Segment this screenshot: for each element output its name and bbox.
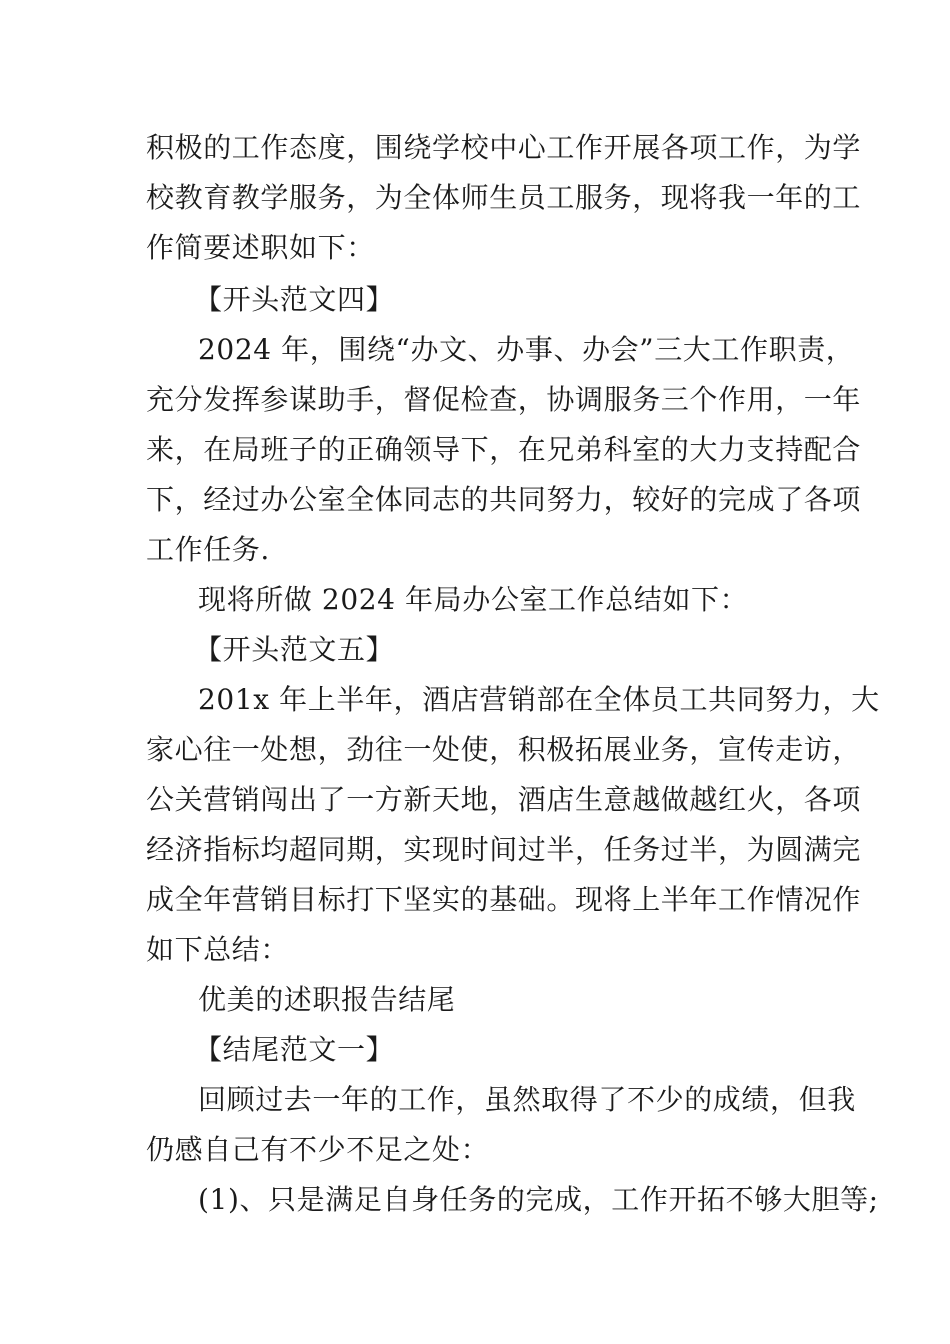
paragraph-line: 公关营销闯出了一方新天地，酒店生意越做越红火，各项 (146, 783, 862, 816)
paragraph-line: 下，经过办公室全体同志的共同努力，较好的完成了各项 (146, 483, 862, 516)
paragraph-line: 现将所做 2024 年局办公室工作总结如下： (198, 583, 749, 616)
section-heading: 【开头范文四】 (194, 283, 395, 316)
section-title: 优美的述职报告结尾 (198, 983, 456, 1016)
paragraph-line: 成全年营销目标打下坚实的基础。现将上半年工作情况作 (146, 883, 862, 916)
paragraph-line: 201x 年上半年，酒店营销部在全体员工共同努力，大 (198, 683, 880, 716)
section-heading: 【结尾范文一】 (194, 1033, 395, 1066)
paragraph-line: 经济指标均超同期，实现时间过半，任务过半，为圆满完 (146, 833, 862, 866)
paragraph-line: 积极的工作态度，围绕学校中心工作开展各项工作，为学 (146, 131, 862, 164)
paragraph-line: 2024 年，围绕“办文、办事、办会”三大工作职责， (198, 333, 855, 366)
paragraph-line: 回顾过去一年的工作，虽然取得了不少的成绩，但我 (198, 1083, 856, 1116)
paragraph-line: 家心往一处想，劲往一处使，积极拓展业务，宣传走访， (146, 733, 862, 766)
paragraph-line: 作简要述职如下： (146, 231, 375, 264)
list-item: (1)、只是满足自身任务的完成，工作开拓不够大胆等; (198, 1183, 879, 1216)
paragraph-line: 充分发挥参谋助手，督促检查，协调服务三个作用，一年 (146, 383, 862, 416)
paragraph-line: 校教育教学服务，为全体师生员工服务，现将我一年的工 (146, 181, 862, 214)
paragraph-line: 仍感自己有不少不足之处： (146, 1133, 490, 1166)
section-heading: 【开头范文五】 (194, 633, 395, 666)
paragraph-line: 来，在局班子的正确领导下，在兄弟科室的大力支持配合 (146, 433, 862, 466)
paragraph-line: 如下总结： (146, 933, 290, 966)
paragraph-line: 工作任务. (146, 533, 270, 566)
